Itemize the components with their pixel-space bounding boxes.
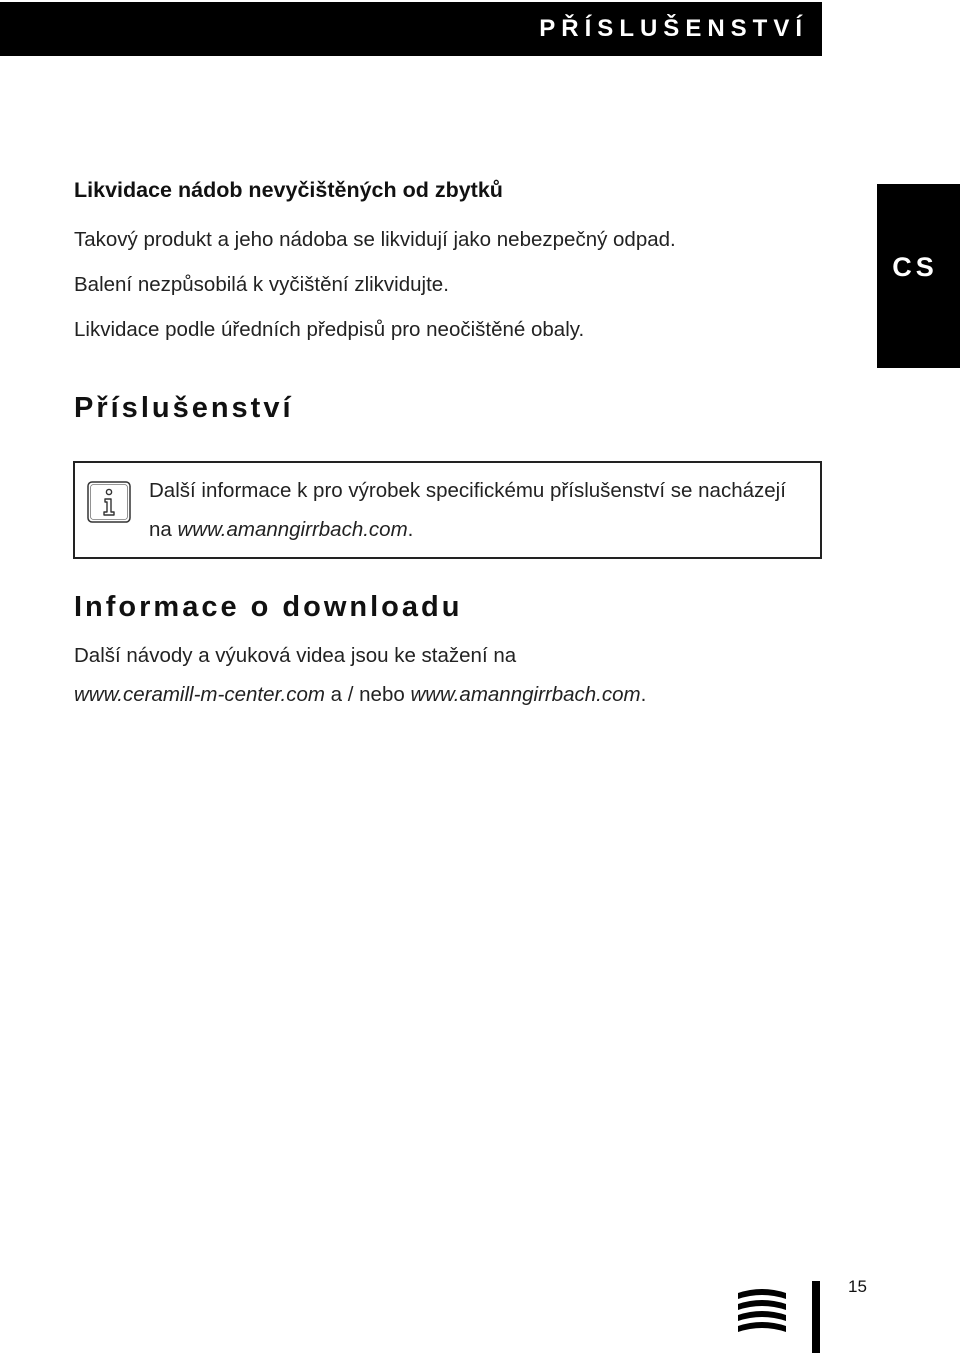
disposal-heading: Likvidace nádob nevyčištěných od zbytků xyxy=(74,178,503,202)
accessories-title: Příslušenství xyxy=(74,392,294,424)
language-tab-label: CS xyxy=(892,252,938,282)
download-suffix: . xyxy=(640,683,647,706)
info-icon xyxy=(87,481,131,523)
info-url[interactable]: www.amanngirrbach.com xyxy=(177,518,408,541)
header-title: PŘÍSLUŠENSTVÍ xyxy=(539,15,808,42)
page-number: 15 xyxy=(848,1277,867,1296)
download-title: Informace o downloadu xyxy=(74,591,463,623)
disposal-line: Takový produkt a jeho nádoba se likvidují jako nebezpečný odpad. xyxy=(74,228,676,251)
ceramill-link[interactable]: www.ceramill-m-center.com xyxy=(74,683,325,706)
info-text-suffix: . xyxy=(407,518,414,541)
amanngirrbach-link[interactable]: www.amanngirrbach.com xyxy=(410,683,641,706)
header-bar xyxy=(0,2,822,56)
info-box xyxy=(73,461,822,559)
disposal-line: Balení nezpůsobilá k vyčištění zlikvidujte. xyxy=(74,273,449,296)
download-connector: a / nebo xyxy=(324,683,411,706)
info-text-prefix: Další informace k pro výrobek specifickému příslušenství se nacházejí na xyxy=(149,479,786,541)
disposal-line: Likvidace podle úředních předpisů pro neočištěné obaly. xyxy=(74,318,585,341)
info-text xyxy=(149,471,809,549)
download-links xyxy=(74,683,646,707)
language-tab xyxy=(877,184,960,368)
amann-girrbach-logo-icon xyxy=(736,1284,788,1336)
footer-bar xyxy=(812,1281,820,1353)
download-text: Další návody a výuková videa jsou ke stažení na xyxy=(74,644,517,667)
